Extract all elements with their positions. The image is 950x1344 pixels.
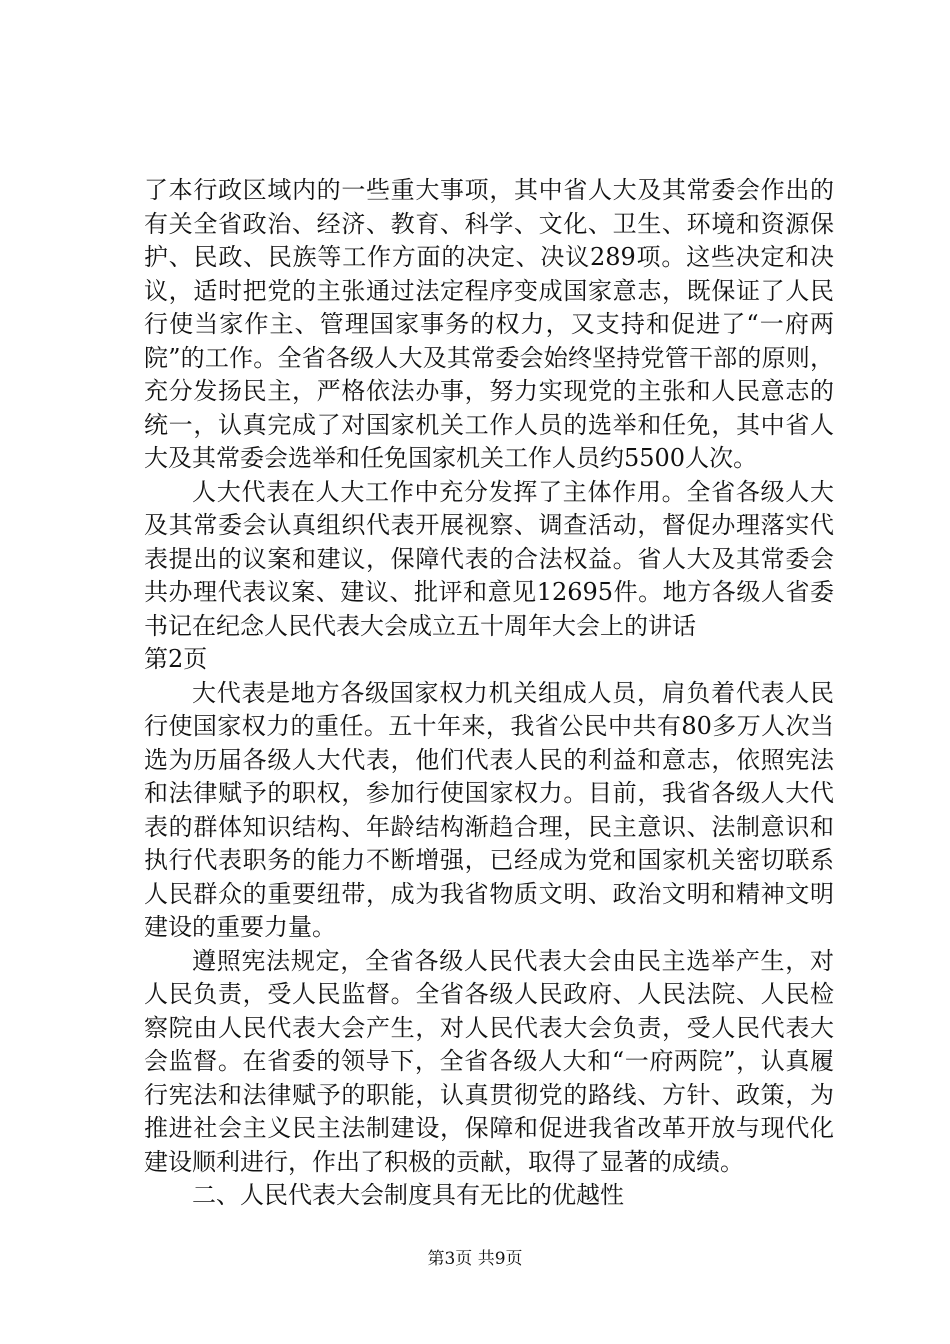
paragraph-3: 大代表是地方各级国家权力机关组成人员，肩负着代表人民行使国家权力的重任。五十年来，我省公民中共有80多万人次当选为历届各级人大代表，他们代表人民的利益和意志，依照宪法和法律赋予的职权，参加行使国家权力。目前，我省各级人大代表的群体知识结构、年龄结构渐趋合理，民主意识、法制意识和执行代表职务的能力不断增强，已经成为党和国家机关密切联系人民群众的重要纽带，成为我省物质文明、政治文明和精神文明建设的重要力量。 — [144, 678, 834, 941]
paragraph-2: 人大代表在人大工作中充分发挥了主体作用。全省各级人大及其常委会认真组织代表开展视察、调查活动，督促办理落实代表提出的议案和建议，保障代表的合法权益。省人大及其常委会共办理代表议案、建议、批评和意见12695件。地方各级人省委书记在纪念人民代表大会成立五十周年大会上的讲话 — [144, 477, 834, 640]
paragraph-4: 遵照宪法规定，全省各级人民代表大会由民主选举产生，对人民负责，受人民监督。全省各级人民政府、人民法院、人民检察院由人民代表大会产生，对人民代表大会负责，受人民代表大会监督。在省委的领导下，全省各级人大和“一府两院”，认真履行宪法和法律赋予的职能，认真贯彻党的路线、方针、政策，为推进社会主义民主法制建设，保障和促进我省改革开放与现代化建设顺利进行，作出了积极的贡献，取得了显著的成绩。 — [144, 946, 834, 1176]
inline-page-marker: 第2页 — [144, 645, 208, 673]
paragraph-1: 了本行政区域内的一些重大事项，其中省人大及其常委会作出的有关全省政治、经济、教育、科学、文化、卫生、环境和资源保护、民政、民族等工作方面的决定、决议289项。这些决定和决议，适时把党的主张通过法定程序变成国家意志，既保证了人民行使当家作主、管理国家事务的权力，又支持和促进了“一府两院”的工作。全省各级人大及其常委会始终坚持党管干部的原则，充分发扬民主，严格依法办事，努力实现党的主张和人民意志的统一，认真完成了对国家机关工作人员的选举和任免，其中省人大及其常委会选举和任免国家机关工作人员约5500人次。 — [144, 176, 834, 472]
document-body — [144, 174, 834, 1213]
page-footer: 第3页 共9页 — [427, 1249, 523, 1269]
section-heading: 二、人民代表大会制度具有无比的优越性 — [192, 1181, 624, 1209]
